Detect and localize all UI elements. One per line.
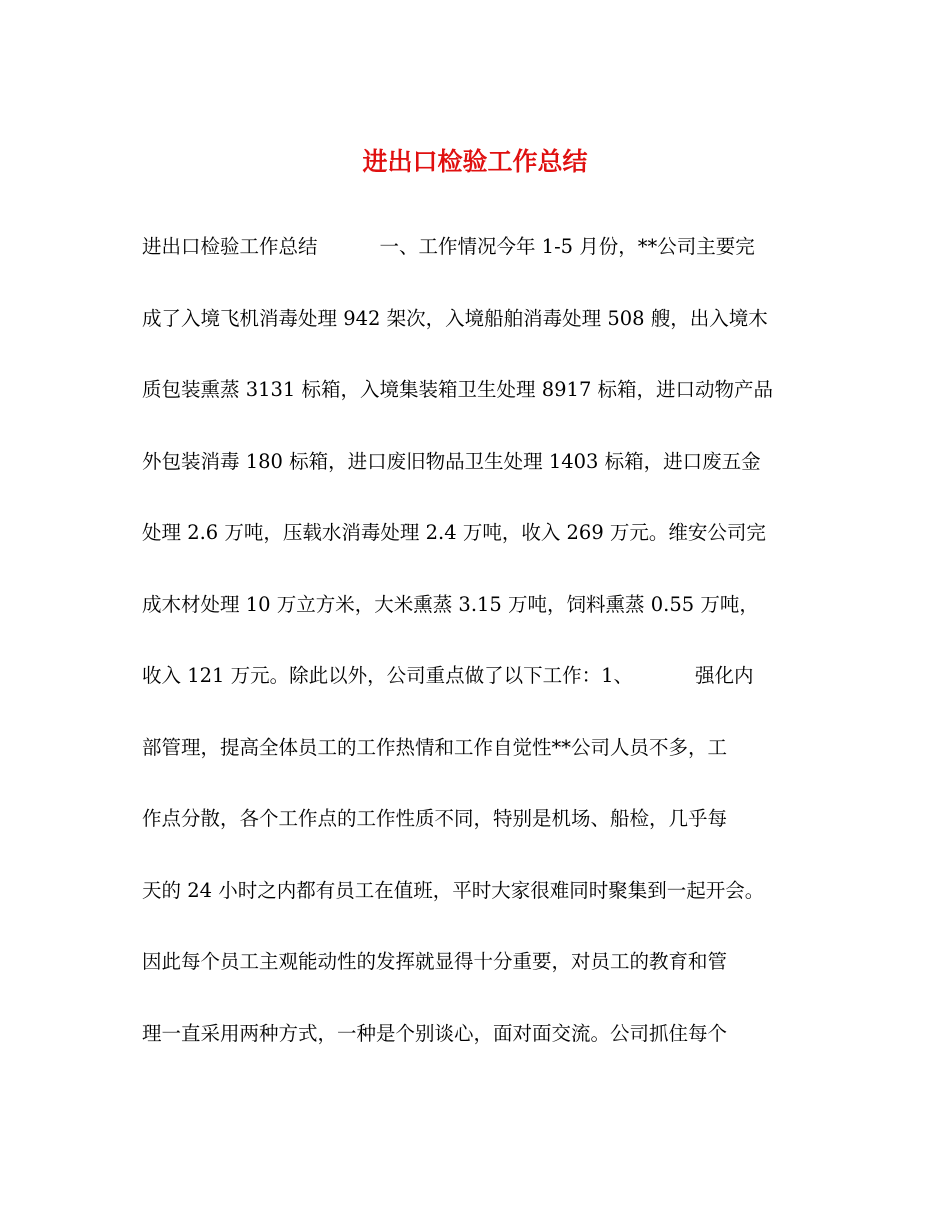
body-text-line: 天的 24 小时之内都有员工在值班，平时大家很难同时聚集到一起开会。 <box>142 879 765 902</box>
body-text-line: 因此每个员工主观能动性的发挥就显得十分重要，对员工的教育和管 <box>142 950 728 973</box>
body-text-line: 成木材处理 10 万立方米，大米熏蒸 3.15 万吨，饲料熏蒸 0.55 万吨， <box>142 593 759 616</box>
body-text-line: 部管理，提高全体员工的工作热情和工作自觉性**公司人员不多，工 <box>142 736 728 759</box>
body-text-line: 进出口检验工作总结 一、工作情况今年 1-5 月份，**公司主要完 <box>142 235 755 258</box>
body-text-line: 质包装熏蒸 3131 标箱，入境集装箱卫生处理 8917 标箱，进口动物产品 <box>142 378 774 401</box>
body-text-line: 成了入境飞机消毒处理 942 架次，入境船舶消毒处理 508 艘，出入境木 <box>142 307 768 330</box>
body-text-line: 作点分散，各个工作点的工作性质不同，特别是机场、船检，几乎每 <box>142 807 728 830</box>
document-title: 进出口检验工作总结 <box>362 147 588 176</box>
body-text-line: 理一直采用两种方式，一种是个别谈心，面对面交流。公司抓住每个 <box>142 1022 728 1045</box>
body-text-line: 处理 2.6 万吨，压载水消毒处理 2.4 万吨，收入 269 万元。维安公司完 <box>142 521 766 544</box>
body-text-line: 收入 121 万元。除此以外，公司重点做了以下工作：1、 强化内 <box>142 664 754 687</box>
body-text-line: 外包装消毒 180 标箱，进口废旧物品卫生处理 1403 标箱，进口废五金 <box>142 450 761 473</box>
